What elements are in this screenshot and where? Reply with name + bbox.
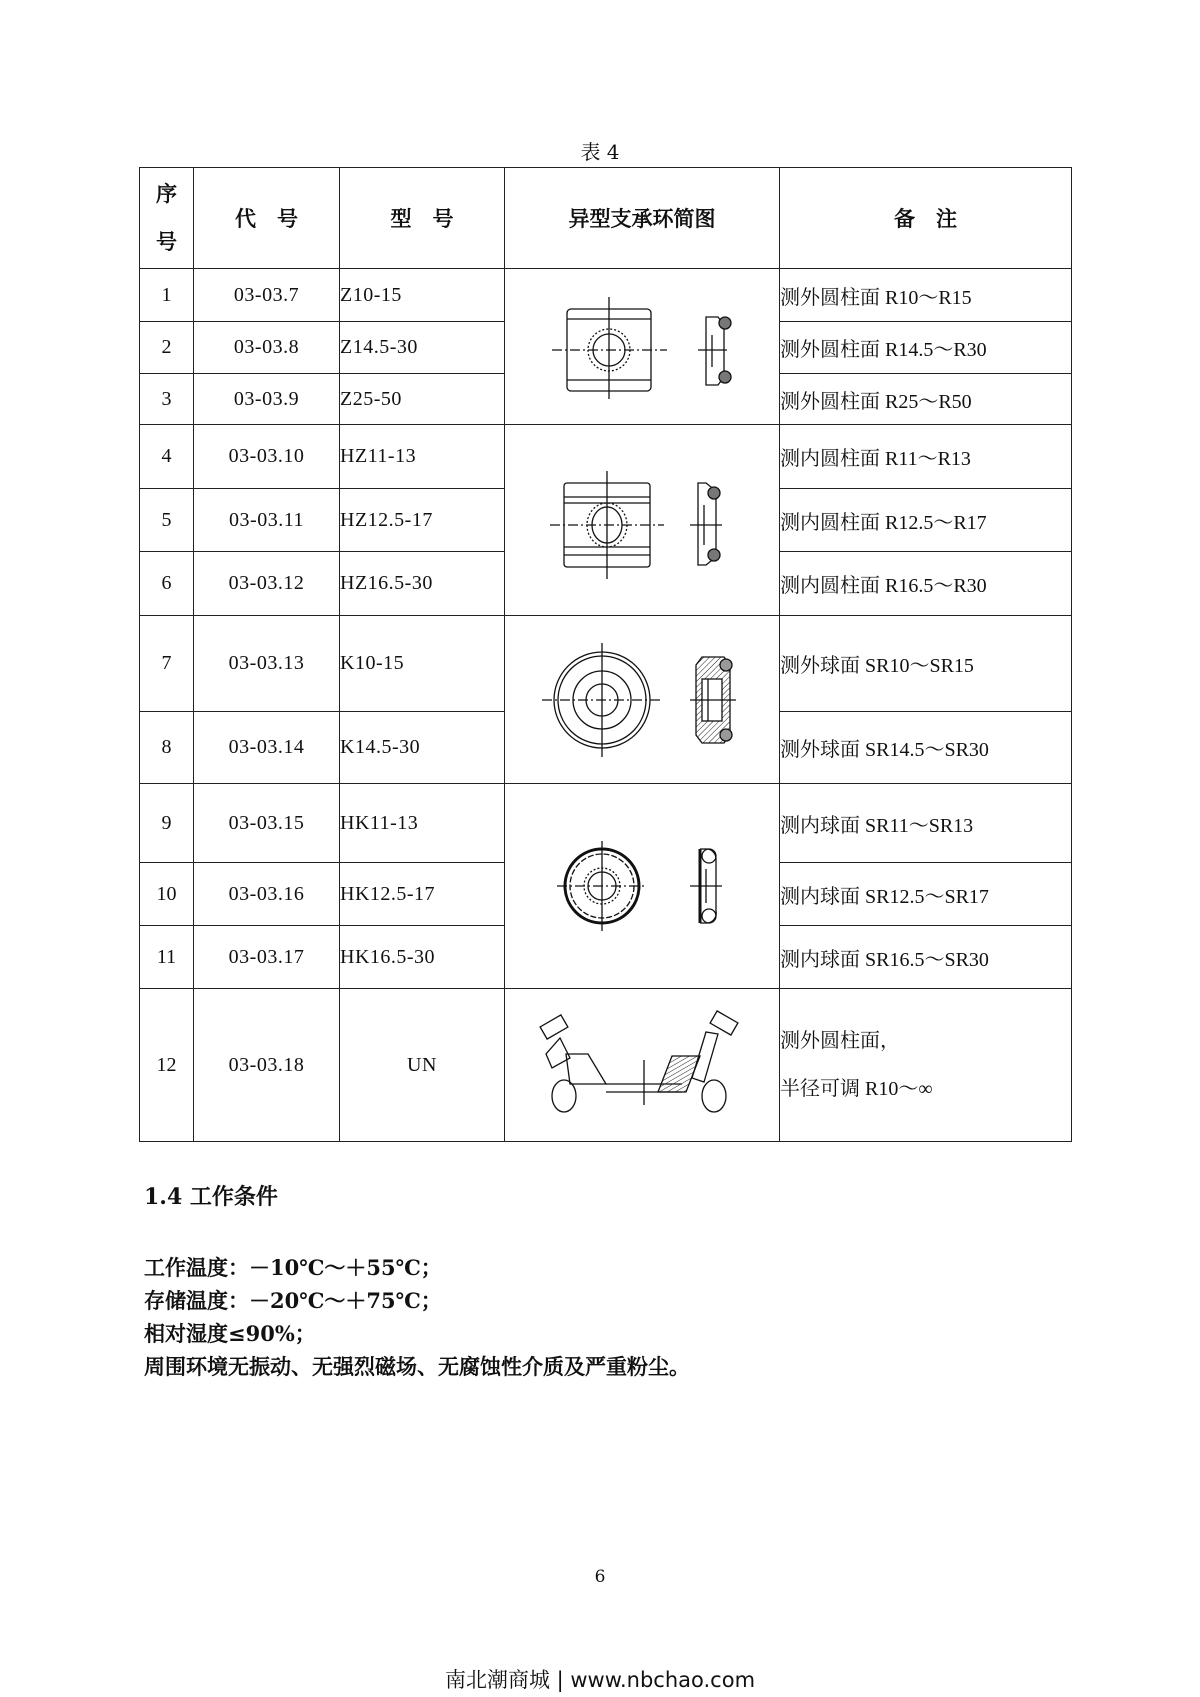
row-note: 测外球面 SR10～SR15	[780, 616, 1072, 712]
table-row	[140, 784, 1072, 863]
header-note: 备 注	[780, 168, 1072, 269]
environment-requirement: 周围环境无振动、无强烈磁场、无腐蚀性介质及严重粉尘。	[144, 1354, 690, 1379]
storage-temperature: 存储温度：－20℃～＋75℃；	[144, 1288, 442, 1313]
row-code: 03-03.9	[194, 374, 340, 425]
table-row	[140, 269, 1072, 322]
k-ring-icon	[522, 635, 762, 765]
row-model: Z14.5-30	[340, 322, 505, 374]
row-model: HZ16.5-30	[340, 552, 505, 616]
row-model: HK16.5-30	[340, 926, 505, 989]
row-model: K14.5-30	[340, 712, 505, 784]
row-seq: 2	[140, 322, 194, 374]
row-model: Z10-15	[340, 269, 505, 322]
row-note: 测外圆柱面 R14.5～R30	[780, 322, 1072, 374]
row-code: 03-03.8	[194, 322, 340, 374]
row-model: UN	[340, 989, 505, 1142]
row-note: 测内圆柱面 R16.5～R30	[780, 552, 1072, 616]
row-model: K10-15	[340, 616, 505, 712]
table-caption: 表 4	[580, 140, 620, 164]
working-temperature: 工作温度：－10℃～＋55℃；	[144, 1255, 442, 1280]
row-note	[780, 989, 1072, 1142]
row-note-line2: 半径可调 R10～∞	[780, 1078, 933, 1100]
row-code: 03-03.13	[194, 616, 340, 712]
table-header-row	[140, 168, 1072, 269]
header-seq-line2: 号	[156, 229, 177, 254]
row-code: 03-03.10	[194, 425, 340, 489]
page-number: 6	[594, 1567, 606, 1587]
row-seq: 11	[140, 926, 194, 989]
row-seq: 3	[140, 374, 194, 425]
table-row	[140, 425, 1072, 489]
row-code: 03-03.18	[194, 989, 340, 1142]
z-type-ring-drawing	[505, 269, 780, 425]
row-code: 03-03.17	[194, 926, 340, 989]
row-code: 03-03.14	[194, 712, 340, 784]
row-note: 测内圆柱面 R12.5～R17	[780, 489, 1072, 552]
row-note: 测内圆柱面 R11～R13	[780, 425, 1072, 489]
spec-table	[139, 167, 1072, 1142]
row-model: Z25-50	[340, 374, 505, 425]
footer-watermark: 南北潮商城 | www.nbchao.com	[444, 1668, 756, 1692]
row-model: HK12.5-17	[340, 863, 505, 926]
row-note: 测内球面 SR16.5～SR30	[780, 926, 1072, 989]
table-row	[140, 989, 1072, 1142]
header-seq-line1: 序	[156, 181, 177, 206]
header-seq	[140, 168, 194, 269]
table-row	[140, 616, 1072, 712]
un-adjustable-icon	[522, 1000, 762, 1130]
row-seq: 10	[140, 863, 194, 926]
row-note: 测外球面 SR14.5～SR30	[780, 712, 1072, 784]
row-model: HK11-13	[340, 784, 505, 863]
row-seq: 7	[140, 616, 194, 712]
hk-ring-icon	[522, 821, 762, 951]
row-seq: 12	[140, 989, 194, 1142]
row-note: 测内球面 SR12.5～SR17	[780, 863, 1072, 926]
hz-ring-icon	[522, 455, 762, 585]
z-ring-icon	[522, 287, 762, 407]
row-code: 03-03.7	[194, 269, 340, 322]
row-code: 03-03.12	[194, 552, 340, 616]
header-figure: 异型支承环简图	[505, 168, 780, 269]
hz-type-ring-drawing	[505, 425, 780, 616]
row-seq: 4	[140, 425, 194, 489]
row-note: 测内球面 SR11～SR13	[780, 784, 1072, 863]
header-model: 型 号	[340, 168, 505, 269]
relative-humidity: 相对湿度≤90%；	[144, 1321, 316, 1346]
row-code: 03-03.16	[194, 863, 340, 926]
row-model: HZ12.5-17	[340, 489, 505, 552]
row-note: 测外圆柱面 R25～R50	[780, 374, 1072, 425]
row-seq: 5	[140, 489, 194, 552]
k-type-ring-drawing	[505, 616, 780, 784]
row-seq: 8	[140, 712, 194, 784]
row-seq: 9	[140, 784, 194, 863]
row-note: 测外圆柱面 R10～R15	[780, 269, 1072, 322]
row-seq: 6	[140, 552, 194, 616]
row-model: HZ11-13	[340, 425, 505, 489]
header-code: 代 号	[194, 168, 340, 269]
row-code: 03-03.11	[194, 489, 340, 552]
row-seq: 1	[140, 269, 194, 322]
row-note-line1: 测外圆柱面，	[780, 1030, 900, 1052]
hk-type-ring-drawing	[505, 784, 780, 989]
row-code: 03-03.15	[194, 784, 340, 863]
un-adjustable-drawing	[505, 989, 780, 1142]
section-title: 1.4 工作条件	[144, 1184, 278, 1210]
